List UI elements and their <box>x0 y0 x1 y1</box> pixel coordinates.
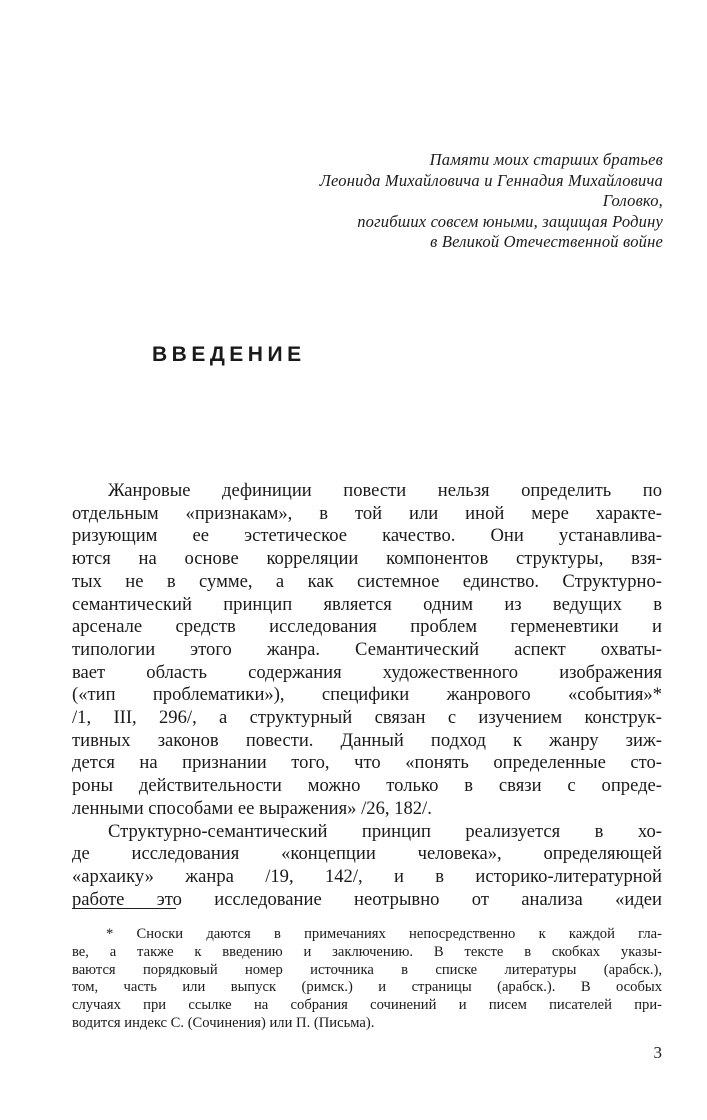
dedication-line: Леонида Михайловича и Геннадия Михайловича <box>319 170 663 190</box>
paragraph-1 <box>72 480 662 821</box>
footnote-line: том, часть или выпуск (римск.) и страницы (арабск.). В особых <box>72 979 662 996</box>
text-line: Структурно-семантический принцип реализуется в хо- <box>108 820 662 842</box>
footnote-line: случаях при ссылке на собрания сочинений и писем писателей при- <box>72 997 662 1014</box>
footnote-line: ве, а также к введению и заключению. В тексте в скобках указы- <box>72 943 662 960</box>
footnote-line: * Сноски даются в примечаниях непосредственно к каждой гла- <box>106 926 662 942</box>
footnote-line: водится индекс С. (Сочинения) или П. (Письма). <box>72 1014 375 1031</box>
text-line: семантический принцип является одним из ведущих в <box>72 593 662 615</box>
text-line: работе это исследование неотрывно от анализа «идеи <box>72 888 662 910</box>
text-line: роны действительности можно только в связи с опреде- <box>72 775 662 797</box>
text-line: дется на признании того, что «понять определенные сто- <box>72 752 662 774</box>
text-line: ются на основе корреляции компонентов структуры, взя- <box>72 548 662 570</box>
text-line: тых не в сумме, а как системное единство. Структурно- <box>72 570 662 592</box>
page-number: 3 <box>653 1043 662 1062</box>
footnote-line: ваются порядковый номер источника в списке литературы (арабск.), <box>72 961 662 978</box>
text-line: тивных законов повести. Данный подход к жанру зиж- <box>72 729 662 751</box>
text-line: «архаику» жанра /19, 142/, и в историко-литературной <box>72 865 662 887</box>
dedication-line: Головко, <box>602 191 663 210</box>
text-line: вает область содержания художественного изображения <box>72 661 662 683</box>
text-line: («тип проблематики»), специфики жанрового «события»* <box>72 684 662 706</box>
footnote <box>72 926 662 1033</box>
text-line: де исследования «концепции человека», определяющей <box>72 843 662 865</box>
text-line: типологии этого жанра. Семантический аспект охваты- <box>72 638 662 660</box>
chapter-heading: ВВЕДЕНИЕ <box>152 343 306 366</box>
text-line: ризующим ее эстетическое качество. Они устанавлива- <box>72 525 662 547</box>
text-line: Жанровые дефиниции повести нельзя определить по <box>108 480 662 501</box>
paragraph-2 <box>72 821 662 912</box>
text-line: отдельным «признакам», в той или иной мере характе- <box>72 502 662 524</box>
dedication-line: погибших совсем юными, защищая Родину <box>357 211 663 231</box>
dedication <box>143 150 663 253</box>
text-line: /1, III, 296/, а структурный связан с изучением конструк- <box>72 707 662 729</box>
text-line: арсенале средств исследования проблем герменевтики и <box>72 616 662 638</box>
dedication-line: Памяти моих старших братьев <box>429 150 663 169</box>
dedication-line: в Великой Отечественной войне <box>430 232 663 251</box>
footnote-divider <box>72 908 176 909</box>
body-text <box>72 480 662 911</box>
text-line: ленными способами ее выражения» /26, 182/. <box>72 797 432 819</box>
